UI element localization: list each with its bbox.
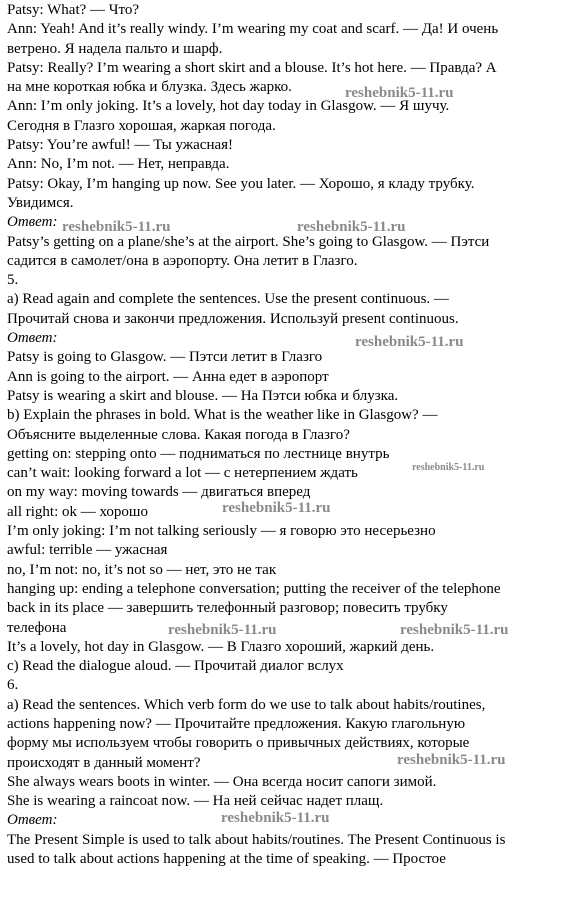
text-line: Patsy: Okay, I’m hanging up now. See you later. — Хорошо, я кладу трубку.	[7, 175, 475, 192]
text-line: форму мы используем чтобы говорить о привычных действиях, которые	[7, 735, 470, 752]
text-line: Patsy’s getting on a plane/she’s at the airport. She’s going to Glasgow. — Пэтси	[7, 233, 490, 250]
text-line: Patsy is wearing a skirt and blouse. — На Пэтси юбка и блузка.	[7, 387, 399, 404]
text-line: Ann: No, I’m not. — Нет, неправда.	[7, 156, 230, 173]
watermark: reshebnik5-11.ru	[355, 334, 464, 350]
text-line: садится в самолет/она в аэропорту. Она летит в Глазго.	[7, 252, 358, 269]
text-line: Ann: I’m only joking. It’s a lovely, hot day today in Glasgow. — Я шучу.	[7, 98, 450, 115]
text-line: Ann is going to the airport. — Анна едет в аэропорт	[7, 368, 329, 385]
answer-label: Ответ:	[7, 214, 58, 231]
text-line: The Present Simple is used to talk about habits/routines. The Present Continuous is	[7, 831, 506, 848]
text-line: can’t wait: looking forward a lot — с нетерпением ждать	[7, 465, 358, 482]
text-line: getting on: stepping onto — подниматься по лестнице внутрь	[7, 445, 390, 462]
text-line: c) Read the dialogue aloud. — Прочитай диалог вслух	[7, 658, 344, 675]
text-line: awful: terrible — ужасная	[7, 542, 168, 559]
text-line: 5.	[7, 272, 19, 289]
text-line: back in its place — завершить телефонный разговор; повесить трубку	[7, 600, 448, 617]
watermark: reshebnik5-11.ru	[168, 622, 277, 638]
text-line: b) Explain the phrases in bold. What is the weather like in Glasgow? —	[7, 407, 438, 424]
watermark: reshebnik5-11.ru	[221, 810, 330, 826]
watermark: reshebnik5-11.ru	[400, 622, 509, 638]
text-line: actions happening now? — Прочитайте предложения. Какую глагольную	[7, 715, 466, 732]
text-line: used to talk about actions happening at the time of speaking. — Простое	[7, 851, 446, 868]
text-line: Patsy: You’re awful! — Ты ужасная!	[7, 137, 234, 154]
text-line: Patsy: Really? I’m wearing a short skirt and a blouse. It’s hot here. — Правда? А	[7, 59, 497, 76]
watermark: reshebnik5-11.ru	[62, 219, 171, 235]
text-line: I’m only joking: I’m not talking seriously — я говорю это несерьезно	[7, 523, 436, 540]
text-line: Сегодня в Глазго хорошая, жаркая погода.	[7, 117, 276, 134]
text-line: Увидимся.	[7, 194, 74, 211]
text-line: Patsy is going to Glasgow. — Пэтси летит в Глазго	[7, 349, 323, 366]
text-line: It’s a lovely, hot day in Glasgow. — В Глазго хороший, жаркий день.	[7, 638, 435, 655]
document-body	[7, 1, 567, 869]
answer-label: Ответ:	[7, 330, 58, 347]
text-line: a) Read again and complete the sentences. Use the present continuous. —	[7, 291, 449, 308]
watermark: reshebnik5-11.ru	[345, 85, 454, 101]
watermark: reshebnik5-11.ru	[297, 219, 406, 235]
text-line: Ann: Yeah! And it’s really windy. I’m wearing my coat and scarf. — Да! И очень	[7, 21, 499, 38]
text-line: She is wearing a raincoat now. — На ней сейчас надет плащ.	[7, 793, 384, 810]
watermark: reshebnik5-11.ru	[397, 752, 506, 768]
text-line: телефона	[7, 619, 67, 636]
text-line: She always wears boots in winter. — Она всегда носит сапоги зимой.	[7, 773, 437, 790]
text-line: all right: ok — хорошо	[7, 503, 148, 520]
text-line: 6.	[7, 677, 19, 694]
text-line: происходят в данный момент?	[7, 754, 201, 771]
text-line: Patsy: What? — Что?	[7, 2, 140, 18]
watermark: reshebnik5-11.ru	[222, 500, 331, 516]
answer-label: Ответ:	[7, 812, 58, 829]
text-line: ветрено. Я надела пальто и шарф.	[7, 40, 223, 57]
text-line: Прочитай снова и закончи предложения. Используй present continuous.	[7, 310, 459, 327]
text-line: hanging up: ending a telephone conversation; putting the receiver of the telephone	[7, 580, 501, 597]
text-line: a) Read the sentences. Which verb form do we use to talk about habits/routines,	[7, 696, 486, 713]
watermark: reshebnik5-11.ru	[412, 462, 485, 473]
text-line: no, I’m not: no, it’s not so — нет, это не так	[7, 561, 277, 578]
text-line: на мне короткая юбка и блузка. Здесь жарко.	[7, 79, 292, 96]
text-line: on my way: moving towards — двигаться вперед	[7, 484, 311, 501]
text-line: Объясните выделенные слова. Какая погода в Глазго?	[7, 426, 350, 443]
